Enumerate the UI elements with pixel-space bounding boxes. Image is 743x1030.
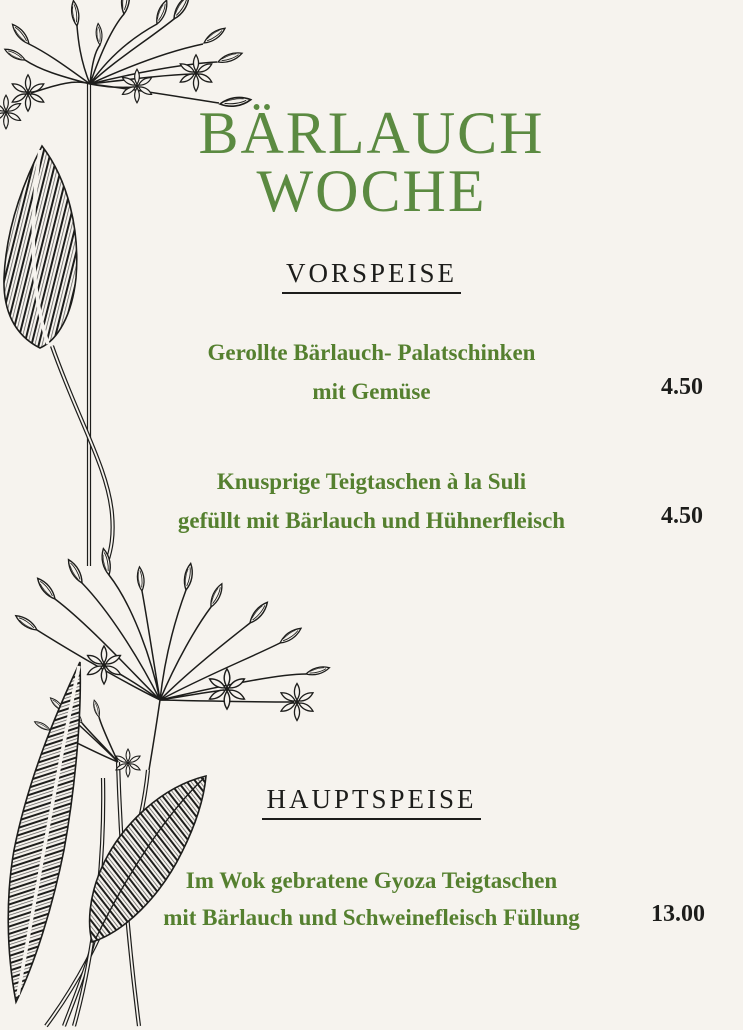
dish-knusprige-teigtaschen [0, 462, 743, 540]
dish-name-line2: gefüllt mit Bärlauch und Hühnerfleisch [177, 508, 566, 533]
dish-name-line1: Im Wok gebratene Gyoza Teigtaschen [185, 868, 558, 893]
dish-name-line1: Knusprige Teigtaschen à la Suli [216, 469, 527, 494]
section-heading-vorspeise-label: VORSPEISE [282, 258, 461, 294]
menu-title-line2: WOCHE [256, 158, 487, 224]
dish-name-line2: mit Bärlauch und Schweinefleisch Füllung [163, 905, 580, 930]
dish-price: 13.00 [651, 901, 705, 927]
dish-gyoza-teigtaschen [0, 862, 743, 936]
dish-price: 4.50 [661, 374, 703, 400]
dish-name-line2: mit Gemüse [312, 379, 431, 404]
section-heading-vorspeise [0, 258, 743, 294]
section-heading-hauptspeise [0, 784, 743, 820]
dish-gerollte-palatschinken [0, 333, 743, 411]
dish-name-line1: Gerollte Bärlauch- Palatschinken [207, 340, 536, 365]
dish-price: 4.50 [661, 503, 703, 529]
section-heading-hauptspeise-label: HAUPTSPEISE [262, 784, 480, 820]
menu-title [0, 100, 743, 224]
menu-title-line1: BÄRLAUCH [198, 100, 545, 166]
